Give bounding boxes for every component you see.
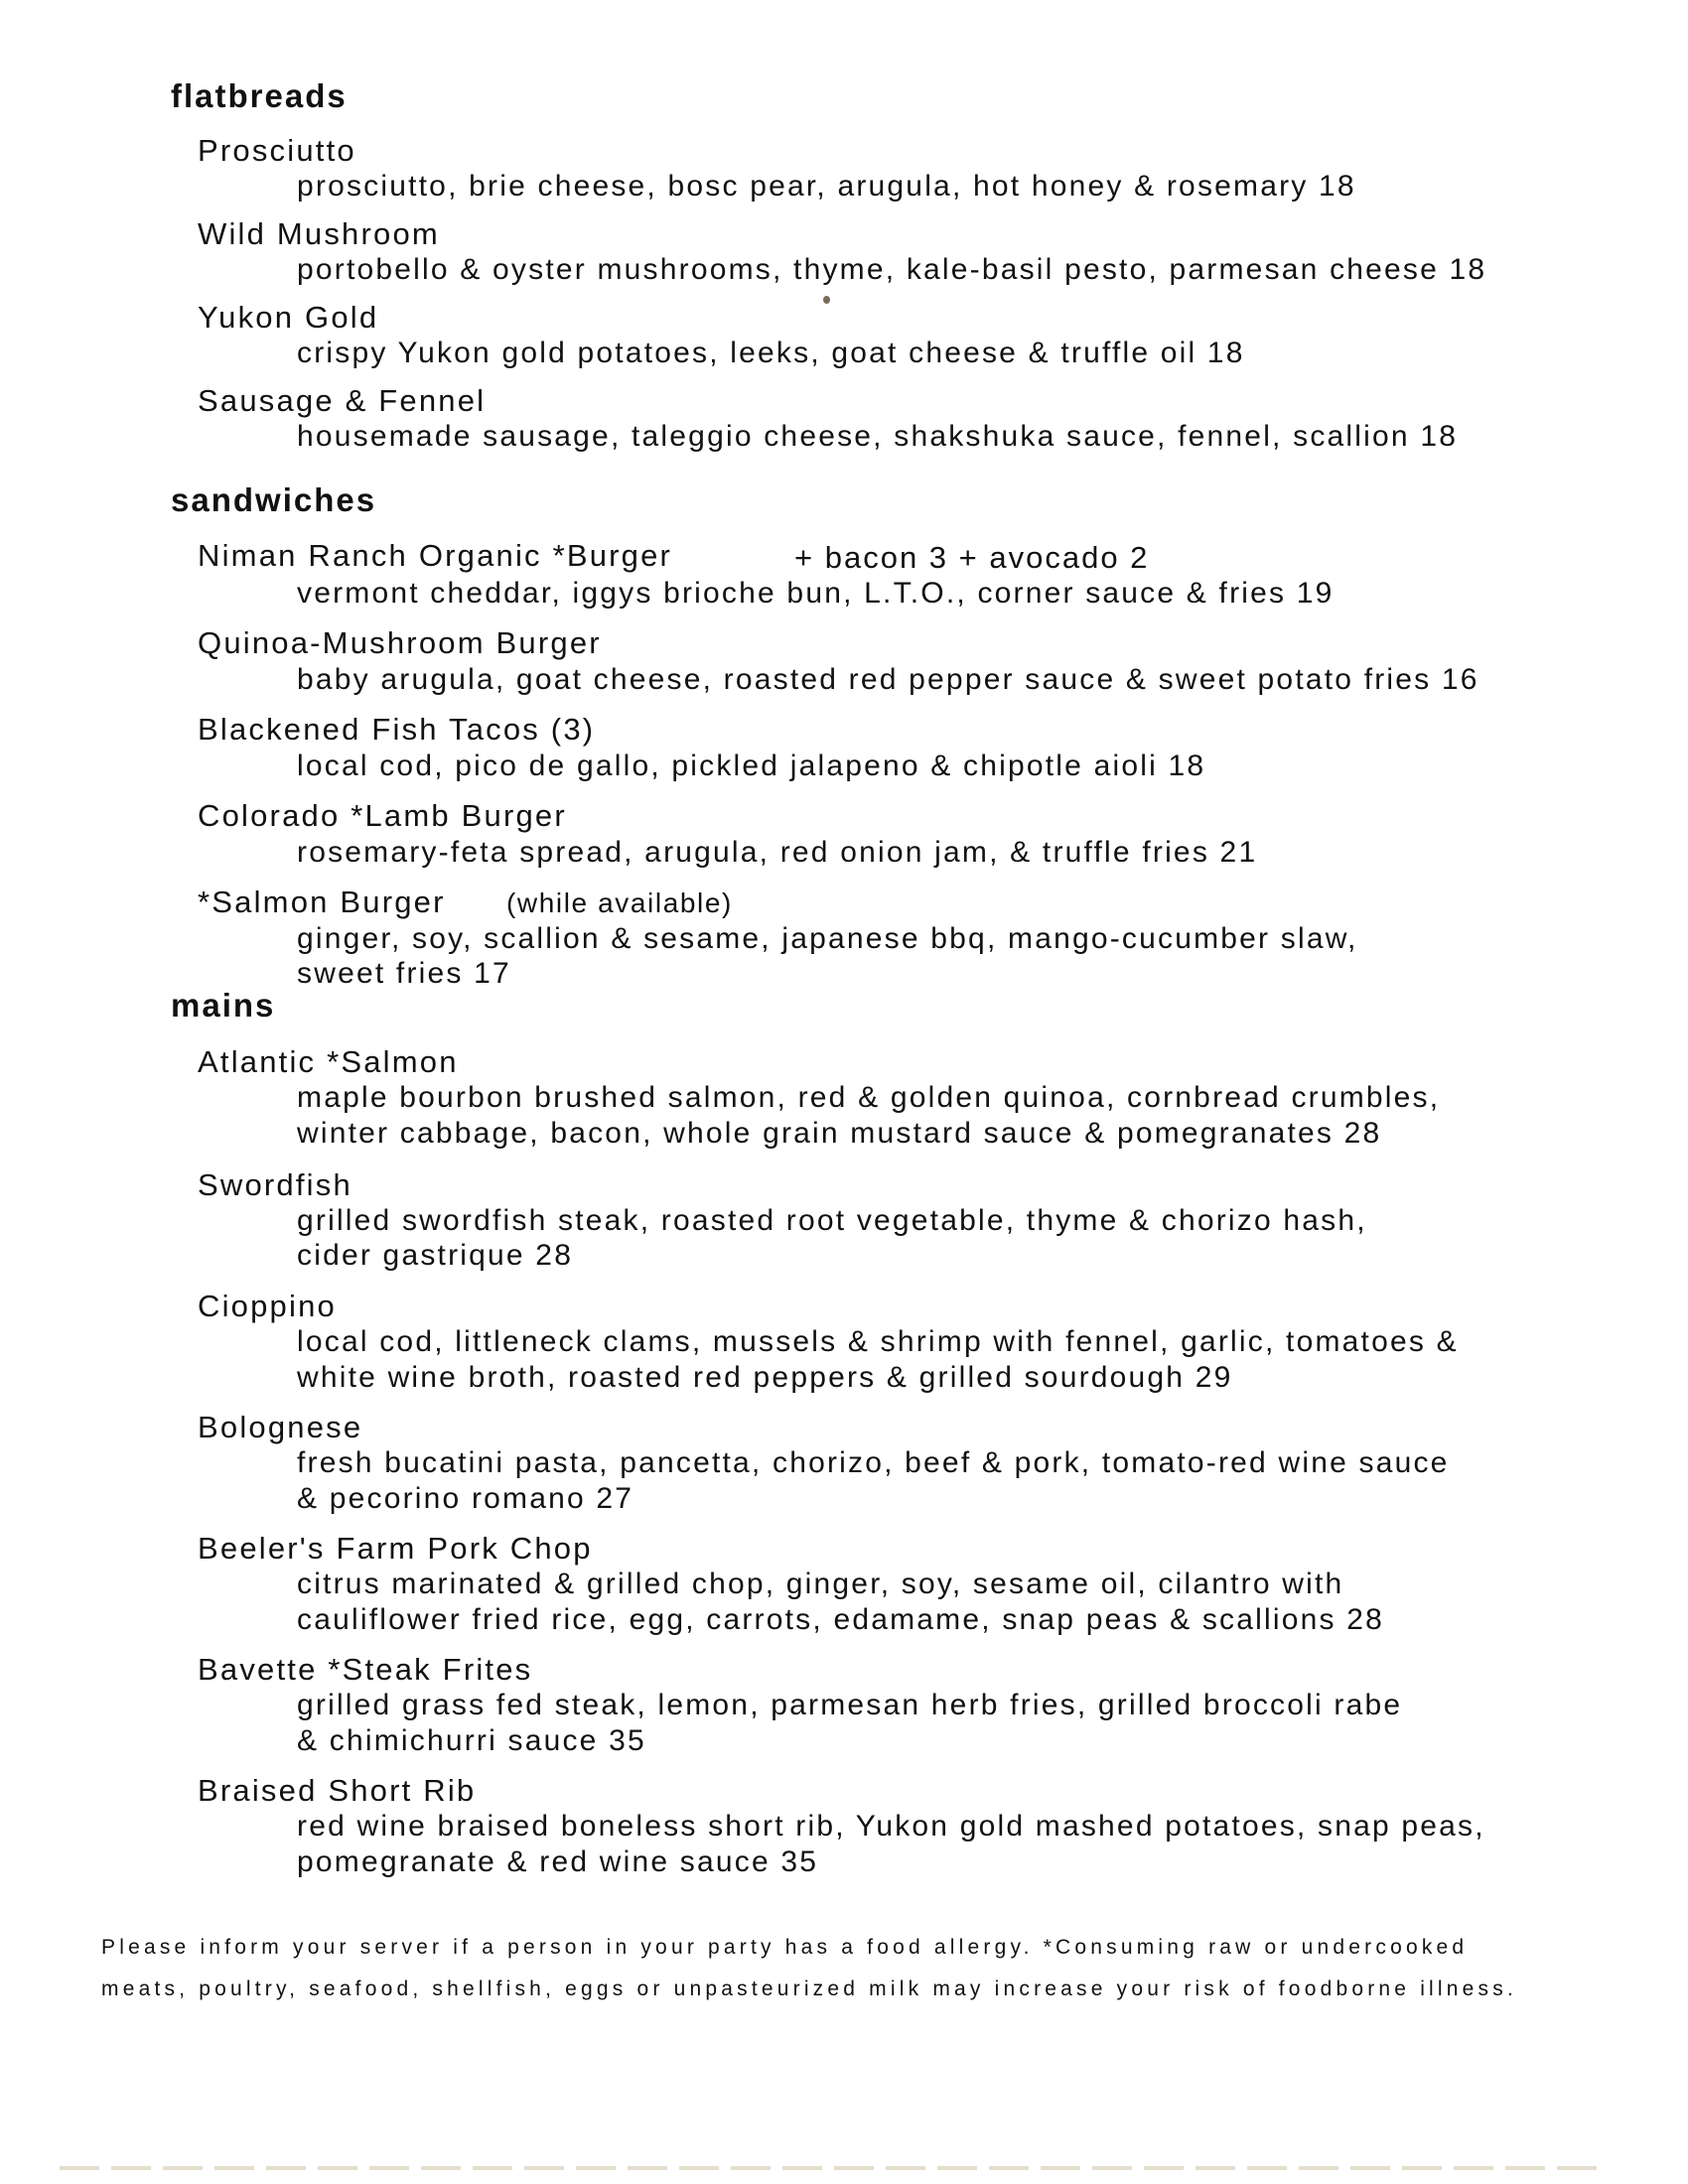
item-description: citrus marinated & grilled chop, ginger, soy, sesame oil, cilantro with bbox=[297, 1568, 1344, 1600]
item-description: prosciutto, brie cheese, bosc pear, arugula, hot honey & rosemary 18 bbox=[297, 170, 1356, 203]
item-description-cont: cider gastrique 28 bbox=[297, 1239, 574, 1272]
item-name: Prosciutto bbox=[198, 133, 356, 168]
item-description: portobello & oyster mushrooms, thyme, kale-basil pesto, parmesan cheese 18 bbox=[297, 253, 1487, 286]
allergy-disclaimer: Please inform your server if a person in your party has a food allergy. *Consuming raw or undercooked bbox=[101, 1936, 1469, 1959]
item-description: baby arugula, goat cheese, roasted red pepper sauce & sweet potato fries 16 bbox=[297, 663, 1479, 696]
item-description: local cod, littleneck clams, mussels & shrimp with fennel, garlic, tomatoes & bbox=[297, 1325, 1459, 1358]
item-name: Beeler's Farm Pork Chop bbox=[198, 1531, 593, 1566]
item-description-cont: pomegranate & red wine sauce 35 bbox=[297, 1845, 819, 1878]
item-description: grilled grass fed steak, lemon, parmesan herb fries, grilled broccoli rabe bbox=[297, 1689, 1403, 1721]
item-description: local cod, pico de gallo, pickled jalapeno & chipotle aioli 18 bbox=[297, 750, 1206, 782]
item-description: fresh bucatini pasta, pancetta, chorizo, beef & pork, tomato-red wine sauce bbox=[297, 1446, 1450, 1479]
item-name: Bavette *Steak Frites bbox=[198, 1652, 533, 1687]
item-name: Braised Short Rib bbox=[198, 1773, 477, 1808]
item-description-cont: cauliflower fried rice, egg, carrots, edamame, snap peas & scallions 28 bbox=[297, 1603, 1384, 1636]
item-name: Swordfish bbox=[198, 1167, 352, 1202]
item-description: grilled swordfish steak, roasted root vegetable, thyme & chorizo hash, bbox=[297, 1204, 1367, 1237]
item-name: Cioppino bbox=[198, 1289, 337, 1323]
item-description-cont: sweet fries 17 bbox=[297, 957, 511, 990]
item-description: ginger, soy, scallion & sesame, japanese bbq, mango-cucumber slaw, bbox=[297, 922, 1358, 955]
item-addons: + bacon 3 + avocado 2 bbox=[794, 540, 1150, 575]
item-description: crispy Yukon gold potatoes, leeks, goat cheese & truffle oil 18 bbox=[297, 337, 1245, 369]
item-description: housemade sausage, taleggio cheese, shakshuka sauce, fennel, scallion 18 bbox=[297, 420, 1459, 453]
item-description: vermont cheddar, iggys brioche bun, L.T.O., corner sauce & fries 19 bbox=[297, 577, 1335, 610]
item-description-cont: winter cabbage, bacon, whole grain mustard sauce & pomegranates 28 bbox=[297, 1117, 1382, 1150]
item-name: Bolognese bbox=[198, 1410, 363, 1444]
item-description: red wine braised boneless short rib, Yukon gold mashed potatoes, snap peas, bbox=[297, 1810, 1485, 1843]
item-name: Atlantic *Salmon bbox=[198, 1044, 459, 1079]
item-name: Wild Mushroom bbox=[198, 216, 440, 251]
item-name: Yukon Gold bbox=[198, 300, 379, 335]
item-description: maple bourbon brushed salmon, red & golden quinoa, cornbread crumbles, bbox=[297, 1081, 1441, 1114]
section-title-sandwiches: sandwiches bbox=[171, 481, 377, 518]
item-name: Niman Ranch Organic *Burger bbox=[198, 538, 673, 573]
item-name: Colorado *Lamb Burger bbox=[198, 798, 567, 833]
item-name: Sausage & Fennel bbox=[198, 383, 487, 418]
item-description-cont: white wine broth, roasted red peppers & grilled sourdough 29 bbox=[297, 1361, 1233, 1394]
item-availability-note: (while available) bbox=[506, 887, 733, 918]
item-name: *Salmon Burger bbox=[198, 885, 446, 919]
raw-food-warning: meats, poultry, seafood, shellfish, eggs or unpasteurized milk may increase your risk of foodborne illness. bbox=[101, 1978, 1517, 2000]
item-description-cont: & chimichurri sauce 35 bbox=[297, 1724, 646, 1757]
scan-bottom-edge bbox=[60, 2166, 1609, 2170]
scan-speck bbox=[823, 296, 830, 304]
item-description-cont: & pecorino romano 27 bbox=[297, 1482, 634, 1515]
section-title-mains: mains bbox=[171, 987, 276, 1024]
item-name: Quinoa-Mushroom Burger bbox=[198, 625, 602, 660]
section-title-flatbreads: flatbreads bbox=[171, 77, 348, 114]
item-description: rosemary-feta spread, arugula, red onion jam, & truffle fries 21 bbox=[297, 836, 1258, 869]
item-name: Blackened Fish Tacos (3) bbox=[198, 712, 596, 747]
